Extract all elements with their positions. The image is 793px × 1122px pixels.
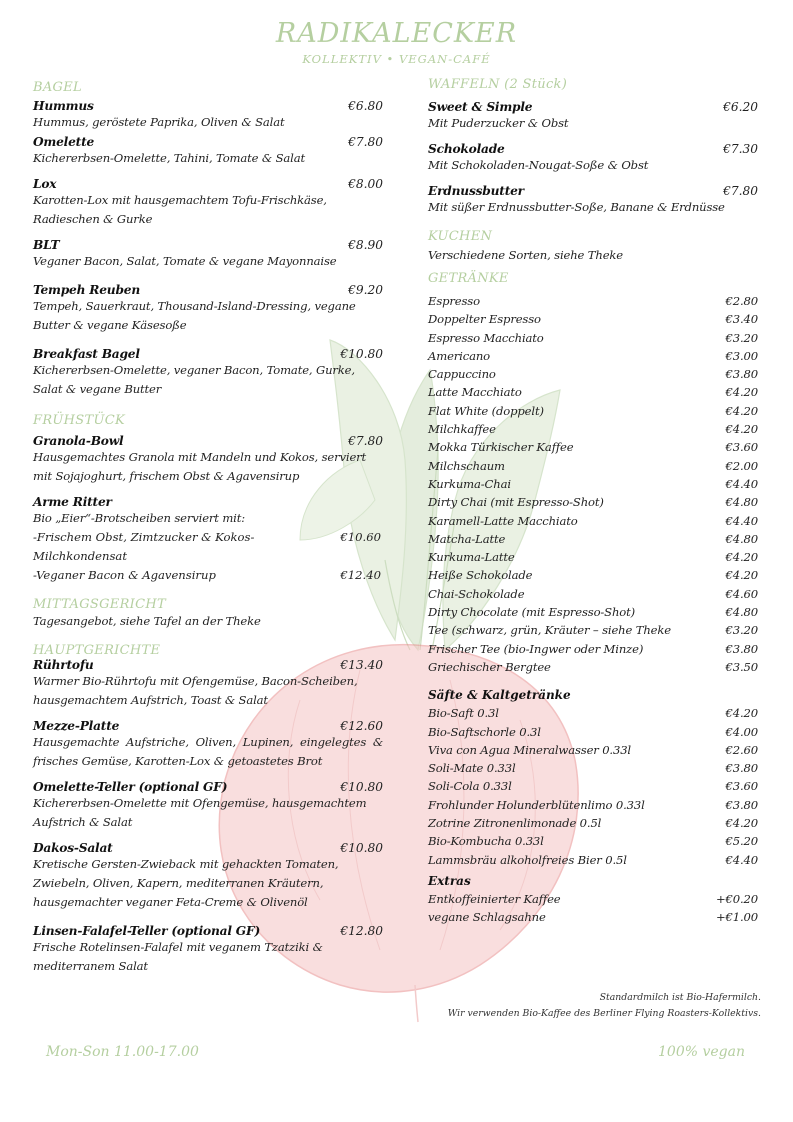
drink-name: Frischer Tee (bio-Ingwer oder Minze) bbox=[428, 641, 644, 656]
drink-row bbox=[428, 759, 758, 777]
drink-row bbox=[428, 457, 758, 475]
drink-name: Kurkuma-Latte bbox=[428, 550, 515, 565]
item-price: €10.80 bbox=[340, 347, 383, 361]
option-price: €10.60 bbox=[340, 530, 381, 544]
drink-name: Mokka Türkischer Kaffee bbox=[428, 440, 574, 455]
item-price: €8.90 bbox=[348, 238, 383, 252]
option-price: €12.40 bbox=[340, 568, 381, 582]
drink-name: vegane Schlagsahne bbox=[428, 910, 546, 925]
footnotes bbox=[448, 990, 761, 1021]
drink-row bbox=[428, 329, 758, 347]
drink-row bbox=[428, 512, 758, 530]
drink-price: €3.80 bbox=[725, 761, 758, 776]
mittag-desc: Tagesangebot, siehe Tafel an der Theke bbox=[33, 614, 261, 628]
drink-price: +€1.00 bbox=[715, 910, 758, 925]
kuchen-desc: Verschiedene Sorten, siehe Theke bbox=[428, 248, 623, 262]
item-price: €12.80 bbox=[340, 924, 383, 938]
drink-name: Zotrine Zitronenlimonade 0.5l bbox=[428, 816, 602, 831]
drink-row bbox=[428, 365, 758, 383]
drink-name: Dirty Chocolate (mit Espresso-Shot) bbox=[428, 605, 635, 620]
item-price: €13.40 bbox=[340, 658, 383, 672]
menu-item bbox=[33, 177, 383, 229]
drink-row bbox=[428, 493, 758, 511]
item-desc: Kichererbsen-Omelette, Tahini, Tomate & Salat bbox=[33, 151, 306, 165]
item-desc: Bio „Eier“-Brotscheiben serviert mit: bbox=[33, 511, 246, 525]
drink-price: €3.20 bbox=[725, 623, 758, 638]
drink-price: €3.40 bbox=[725, 312, 758, 327]
section-title-haupt: HAUPTGERICHTE bbox=[33, 643, 161, 658]
drink-name: Bio-Saft 0.3l bbox=[428, 706, 499, 721]
item-desc: Warmer Bio-Rührtofu mit Ofengemüse, Bacon-Scheiben, hausgemachtem Aufstrich, Toast & Salat bbox=[33, 674, 358, 707]
drink-row bbox=[428, 890, 758, 908]
item-desc: Hummus, geröstete Paprika, Oliven & Salat bbox=[33, 115, 285, 129]
drink-name: Soli-Mate 0.33l bbox=[428, 761, 516, 776]
drink-name: Tee (schwarz, grün, Kräuter – siehe Theke bbox=[428, 623, 671, 638]
left-column bbox=[33, 80, 383, 976]
item-name: Granola-Bowl bbox=[33, 434, 124, 448]
drink-price: €4.80 bbox=[725, 531, 758, 546]
item-desc: Veganer Bacon, Salat, Tomate & vegane Mayonnaise bbox=[33, 254, 337, 268]
item-name: Omelette-Teller (optional GF) bbox=[33, 780, 228, 794]
drink-row bbox=[428, 548, 758, 566]
drink-row bbox=[428, 658, 758, 676]
drink-row bbox=[428, 908, 758, 926]
drink-row bbox=[428, 851, 758, 869]
drink-price: €5.20 bbox=[725, 834, 758, 849]
drink-row bbox=[428, 832, 758, 850]
section-title-fruehstueck: FRÜHSTÜCK bbox=[33, 413, 125, 428]
drink-price: €4.80 bbox=[725, 495, 758, 510]
drink-row bbox=[428, 475, 758, 493]
extras-list bbox=[428, 890, 758, 927]
item-name: Hummus bbox=[33, 99, 94, 113]
drink-row bbox=[428, 402, 758, 420]
item-name: Dakos-Salat bbox=[33, 841, 113, 855]
item-name: Erdnussbutter bbox=[428, 184, 524, 198]
item-desc: Hausgemachtes Granola mit Mandeln und Kokos, serviert mit Sojajoghurt, frischem Obst & Agavensirup bbox=[33, 450, 367, 483]
drink-price: €2.60 bbox=[725, 742, 758, 757]
drink-row bbox=[428, 723, 758, 741]
section-title-bagel: BAGEL bbox=[33, 80, 82, 95]
item-name: Lox bbox=[33, 177, 57, 191]
menu-item bbox=[33, 434, 383, 486]
drink-row bbox=[428, 420, 758, 438]
drink-row bbox=[428, 621, 758, 639]
drink-name: Milchschaum bbox=[428, 458, 505, 473]
item-price: €8.00 bbox=[348, 177, 383, 191]
item-name: Omelette bbox=[33, 135, 95, 149]
drink-row bbox=[428, 383, 758, 401]
drink-price: €4.20 bbox=[725, 403, 758, 418]
juice-list bbox=[428, 704, 758, 869]
drink-row bbox=[428, 530, 758, 548]
drink-price: €4.20 bbox=[725, 816, 758, 831]
drink-price: €2.00 bbox=[725, 458, 758, 473]
menu-item bbox=[33, 495, 383, 585]
drink-name: Entkoffeinierter Kaffee bbox=[428, 891, 561, 906]
item-desc: Kichererbsen-Omelette mit Ofengemüse, hausgemachtem Aufstrich & Salat bbox=[33, 796, 367, 829]
drink-name: Kurkuma-Chai bbox=[428, 476, 511, 491]
footnote-coffee: Wir verwenden Bio-Kaffee des Berliner Flying Roasters-Kollektivs. bbox=[447, 1007, 761, 1019]
item-name: Arme Ritter bbox=[33, 495, 112, 509]
drink-name: Lammsbräu alkoholfreies Bier 0.5l bbox=[428, 852, 627, 867]
drink-price: €4.40 bbox=[725, 852, 758, 867]
item-price: €7.80 bbox=[348, 434, 383, 448]
item-desc: Kretische Gersten-Zwieback mit gehackten Tomaten, Zwiebeln, Oliven, Kapern, mediterranen Kräutern, hausgemachter veganer Feta-Creme & Olivenöl bbox=[33, 857, 339, 909]
menu-item bbox=[33, 347, 383, 399]
drink-row bbox=[428, 777, 758, 795]
item-desc: Mit Schokoladen-Nougat-Soße & Obst bbox=[428, 158, 649, 172]
item-name: Rührtofu bbox=[33, 658, 94, 672]
drink-name: Bio-Kombucha 0.33l bbox=[428, 834, 544, 849]
item-desc: Mit Puderzucker & Obst bbox=[428, 116, 569, 130]
item-name: Mezze-Platte bbox=[33, 719, 120, 733]
item-price: €7.80 bbox=[723, 184, 758, 198]
drink-price: €4.20 bbox=[725, 550, 758, 565]
item-name: Linsen-Falafel-Teller (optional GF) bbox=[33, 924, 261, 938]
right-column bbox=[428, 77, 758, 927]
menu-item bbox=[428, 100, 758, 133]
drink-row bbox=[428, 347, 758, 365]
item-price: €6.80 bbox=[348, 99, 383, 113]
item-desc: Frische Rotelinsen-Falafel mit veganem Tzatziki & mediterranem Salat bbox=[33, 940, 323, 973]
drink-name: Americano bbox=[428, 348, 490, 363]
menu-item bbox=[33, 99, 383, 132]
item-price: €7.30 bbox=[723, 142, 758, 156]
item-desc: Kichererbsen-Omelette, veganer Bacon, Tomate, Gurke, Salat & vegane Butter bbox=[33, 363, 355, 396]
drink-list bbox=[428, 292, 758, 676]
item-price: €6.20 bbox=[723, 100, 758, 114]
menu-item bbox=[33, 135, 383, 168]
drink-price: €3.60 bbox=[725, 440, 758, 455]
drink-name: Karamell-Latte Macchiato bbox=[428, 513, 578, 528]
drink-price: €4.80 bbox=[725, 605, 758, 620]
drink-name: Doppelter Espresso bbox=[428, 312, 541, 327]
drink-price: €3.80 bbox=[725, 641, 758, 656]
drink-row bbox=[428, 814, 758, 832]
item-name: Sweet & Simple bbox=[428, 100, 533, 114]
drink-price: €3.20 bbox=[725, 330, 758, 345]
drink-price: +€0.20 bbox=[715, 891, 758, 906]
section-title-mittag: MITTAGSGERICHT bbox=[33, 597, 166, 612]
drink-row bbox=[428, 796, 758, 814]
drink-price: €4.40 bbox=[725, 476, 758, 491]
item-name: BLT bbox=[33, 238, 60, 252]
menu-item bbox=[33, 780, 383, 832]
drink-name: Soli-Cola 0.33l bbox=[428, 779, 512, 794]
item-price: €12.60 bbox=[340, 719, 383, 733]
item-desc: Tempeh, Sauerkraut, Thousand-Island-Dressing, vegane Butter & vegane Käsesoße bbox=[33, 299, 356, 332]
option-label: -Veganer Bacon & Agavensirup bbox=[33, 568, 216, 582]
drink-name: Flat White (doppelt) bbox=[428, 403, 544, 418]
drink-row bbox=[428, 292, 758, 310]
drink-name: Milchkaffee bbox=[428, 422, 496, 437]
drink-name: Matcha-Latte bbox=[428, 531, 506, 546]
drink-name: Latte Macchiato bbox=[428, 385, 522, 400]
drink-price: €3.00 bbox=[725, 348, 758, 363]
drink-name: Heiße Schokolade bbox=[428, 568, 533, 583]
menu-item bbox=[33, 238, 383, 271]
drink-name: Cappuccino bbox=[428, 367, 496, 382]
menu-item bbox=[33, 658, 383, 710]
section-title-saefte: Säfte & Kaltgetränke bbox=[428, 688, 571, 703]
item-desc: Karotten-Lox mit hausgemachtem Tofu-Frischkäse, Radieschen & Gurke bbox=[33, 193, 327, 226]
drink-row bbox=[428, 566, 758, 584]
vegan-label: 100% vegan bbox=[658, 1044, 745, 1060]
brand-tagline: KOLLEKTIV • VEGAN-CAFÉ bbox=[302, 52, 491, 66]
drink-price: €4.60 bbox=[725, 586, 758, 601]
item-price: €10.80 bbox=[340, 780, 383, 794]
drink-price: €3.80 bbox=[725, 367, 758, 382]
drink-price: €3.80 bbox=[725, 797, 758, 812]
option-row bbox=[33, 528, 383, 566]
item-name: Schokolade bbox=[428, 142, 505, 156]
item-desc: Mit süßer Erdnussbutter-Soße, Banane & Erdnüsse bbox=[428, 200, 725, 214]
footnote-milk: Standardmilch ist Bio-Hafermilch. bbox=[599, 992, 761, 1003]
menu-item bbox=[428, 184, 758, 217]
menu-item bbox=[33, 924, 383, 976]
menu-item bbox=[33, 283, 383, 335]
menu-item bbox=[33, 719, 383, 771]
drink-name: Dirty Chai (mit Espresso-Shot) bbox=[428, 495, 604, 510]
item-price: €10.80 bbox=[340, 841, 383, 855]
drink-price: €4.40 bbox=[725, 513, 758, 528]
section-title-getraenke: GETRÄNKE bbox=[428, 271, 509, 286]
drink-row bbox=[428, 310, 758, 328]
drink-row bbox=[428, 640, 758, 658]
drink-row bbox=[428, 741, 758, 759]
section-title-kuchen: KUCHEN bbox=[428, 229, 493, 244]
section-title-extras: Extras bbox=[428, 873, 471, 888]
drink-row bbox=[428, 603, 758, 621]
drink-name: Griechischer Bergtee bbox=[428, 659, 551, 674]
drink-price: €3.60 bbox=[725, 779, 758, 794]
item-price: €9.20 bbox=[348, 283, 383, 297]
item-desc: Hausgemachte Aufstriche, Oliven, Lupinen, eingelegtes & frisches Gemüse, Karotten-Lox & getoastetes Brot bbox=[33, 735, 383, 768]
header bbox=[0, 18, 793, 66]
drink-name: Frohlunder Holunderblütenlimo 0.33l bbox=[428, 797, 645, 812]
drink-price: €3.50 bbox=[725, 659, 758, 674]
menu-item bbox=[33, 841, 383, 912]
drink-price: €4.20 bbox=[725, 568, 758, 583]
option-row bbox=[33, 566, 383, 585]
drink-row bbox=[428, 704, 758, 722]
item-name: Breakfast Bagel bbox=[33, 347, 140, 361]
drink-price: €2.80 bbox=[725, 294, 758, 308]
drink-row bbox=[428, 438, 758, 456]
drink-price: €4.00 bbox=[725, 724, 758, 739]
drink-name: Chai-Schokolade bbox=[428, 586, 525, 601]
section-title-waffeln: WAFFELN (2 Stück) bbox=[428, 77, 568, 92]
drink-price: €4.20 bbox=[725, 706, 758, 721]
drink-row bbox=[428, 585, 758, 603]
item-price: €7.80 bbox=[348, 135, 383, 149]
drink-price: €4.20 bbox=[725, 422, 758, 437]
drink-name: Espresso bbox=[428, 294, 480, 308]
menu-item bbox=[428, 142, 758, 175]
drink-name: Espresso Macchiato bbox=[428, 330, 544, 345]
opening-hours: Mon-Son 11.00-17.00 bbox=[46, 1044, 199, 1060]
option-label: -Frischem Obst, Zimtzucker & Kokos-Milchkondensat bbox=[33, 530, 255, 563]
drink-name: Viva con Agua Mineralwasser 0.33l bbox=[428, 742, 631, 757]
brand-title: RADIKALECKER bbox=[275, 18, 518, 49]
drink-name: Bio-Saftschorle 0.3l bbox=[428, 724, 541, 739]
item-name: Tempeh Reuben bbox=[33, 283, 140, 297]
drink-price: €4.20 bbox=[725, 385, 758, 400]
